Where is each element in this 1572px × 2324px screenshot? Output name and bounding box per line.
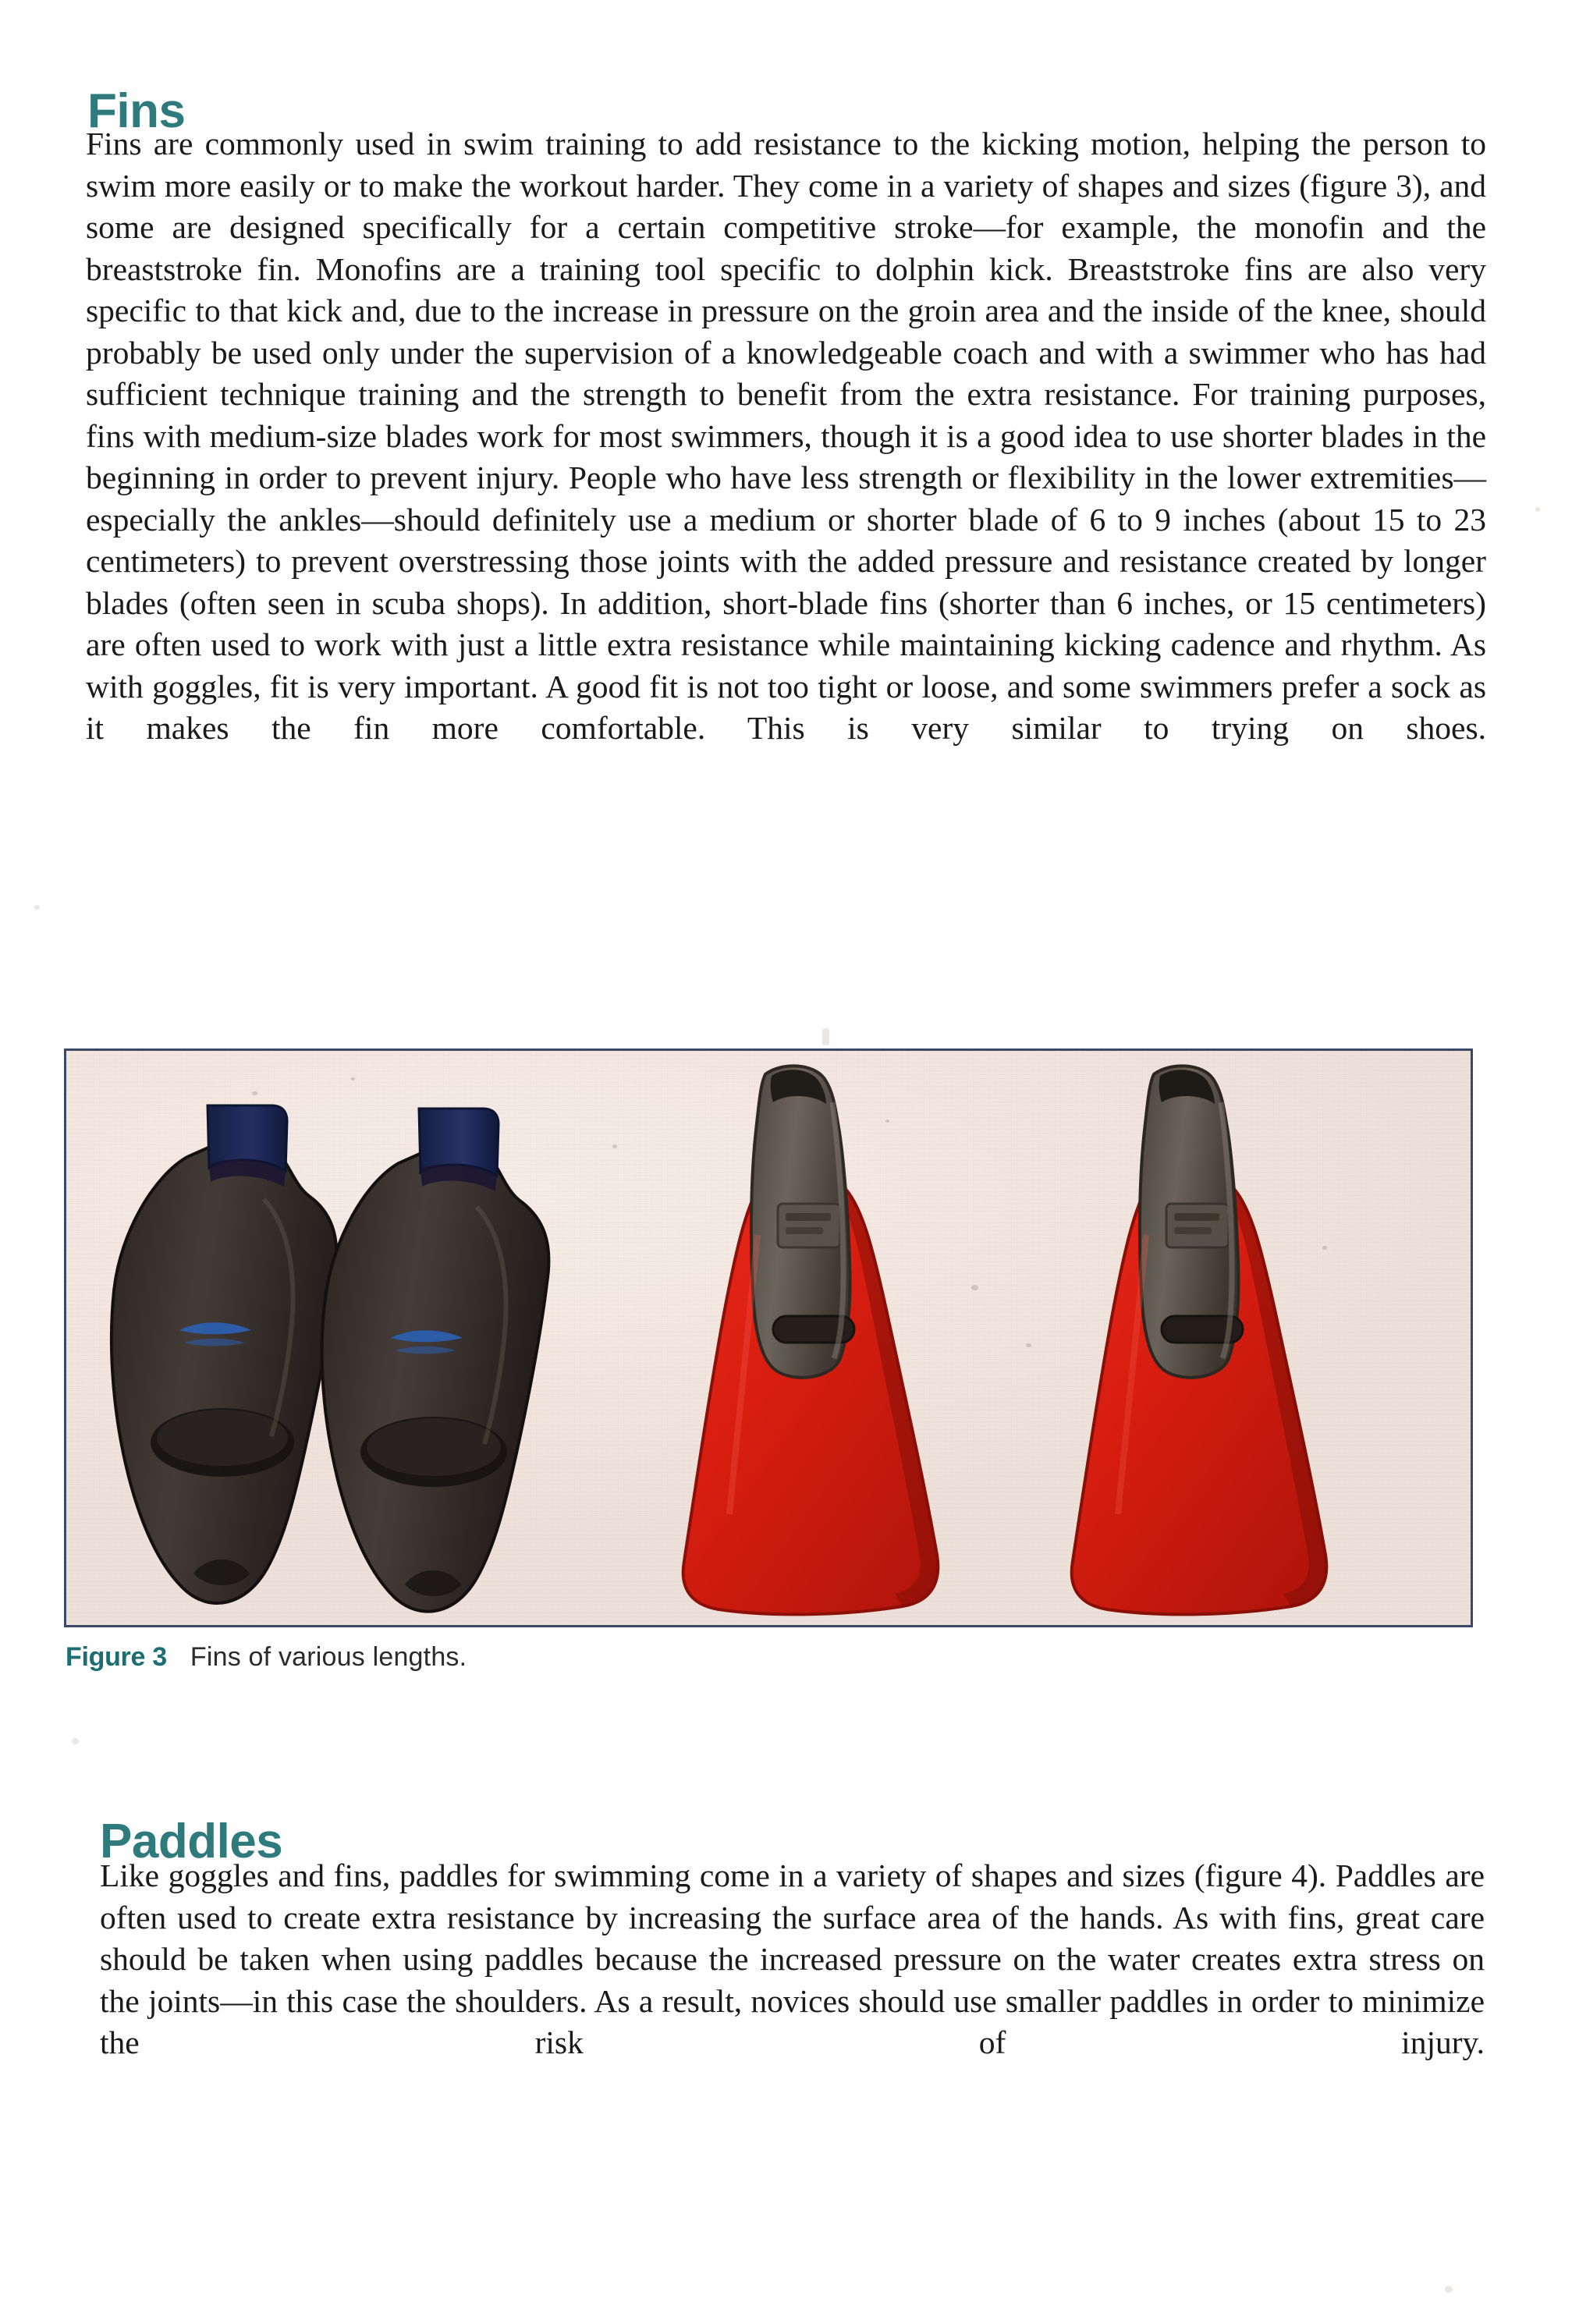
body-paragraph-paddles <box>100 1855 1485 2106</box>
figure-caption <box>66 1642 467 1673</box>
fin-long-red-right <box>987 1051 1400 1627</box>
paragraph-text: Like goggles and fins, paddles for swimming come in a variety of shapes and sizes (figure 4). Paddles are often used to create extra resistance by increasing the surface area of the hands. As with fins, great care should be taken when using paddles because the increased pressure on the water creates extra stress on the joints—in this case the shoulders. As a result, novices should use smaller paddles in order to minimize the risk of injury. <box>100 1857 1485 2060</box>
scan-artifact <box>34 905 40 910</box>
photo-dust-speck <box>351 1077 355 1080</box>
figure-label: Figure 3 <box>66 1642 167 1672</box>
scan-artifact <box>1445 2286 1453 2293</box>
body-paragraph-fins <box>86 123 1486 791</box>
page-title-fins: Fins <box>87 83 186 138</box>
fin-short-black-right <box>271 1095 606 1627</box>
figure-3 <box>64 1048 1473 1627</box>
figure-photo-fins <box>64 1048 1473 1627</box>
fin-long-red-left <box>605 1056 1010 1627</box>
page-title-paddles: Paddles <box>100 1814 283 1868</box>
figure-caption-text: Fins of various lengths. <box>190 1642 467 1672</box>
scan-artifact <box>72 1738 79 1744</box>
scan-artifact <box>1535 507 1540 512</box>
scan-artifact <box>822 1028 829 1045</box>
paragraph-text: Fins are commonly used in swim training to add resistance to the kicking motion, helping the person to swim more easily or to make the workout harder. They come in a variety of shapes and sizes (figure 3), and some are designed specifically for a certain competitive stroke—for example, the monofin and the breaststroke fin. Monofins are a training tool specific to dolphin kick. Breaststroke fins are also very specific to that kick and, due to the increase in pressure on the groin area and the inside of the knee, should probably be used only under the supervision of a knowledgeable coach and with a swimmer who has had sufficient technique training and the strength to benefit from the extra resistance. For training purposes, fins with medium-size blades work for most swimmers, though it is a good idea to use shorter blades in the beginning in order to prevent injury. People who have less strength or flexibility in the lower extremities—especially the ankles—should definitely use a medium or shorter blade of 6 to 9 inches (about 15 to 23 centimeters) to prevent overstressing those joints with the added pressure and resistance created by longer blades (often seen in scuba shops). In addition, short-blade fins (shorter than 6 inches, or 15 centimeters) are often used to work with just a little extra resistance while maintaining kicking cadence and rhythm. As with goggles, fit is very important. A good fit is not too tight or loose, and some swimmers prefer a sock as it makes the fin more comfortable. This is very similar to trying on shoes. <box>86 126 1486 746</box>
